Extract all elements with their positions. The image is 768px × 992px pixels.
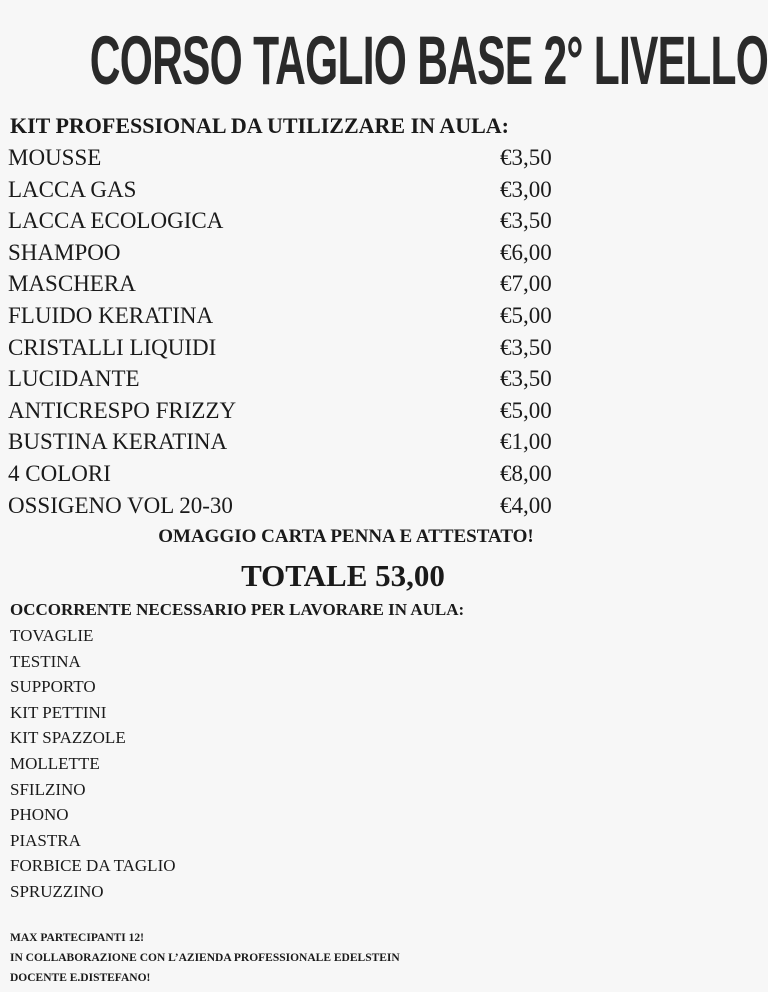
item-name: ANTICRESPO FRIZZY [8,397,237,423]
item-price: €5,00 [500,397,552,423]
price-row [8,174,608,206]
teacher-note: DOCENTE E.DISTEFANO! [10,972,151,984]
item-name: BUSTINA KERATINA [8,429,228,455]
item-price: €3,50 [500,334,552,360]
kit-heading: KIT PROFESSIONAL DA UTILIZZARE IN AULA: [10,113,509,138]
list-item: KIT SPAZZOLE [10,728,126,748]
price-row [8,142,608,174]
kit-price-list [8,142,608,521]
list-item: TESTINA [10,651,81,671]
max-participants-note: MAX PARTECIPANTI 12! [10,932,144,944]
total-price: TOTALE 53,00 [241,558,445,593]
item-name: MOUSSE [8,145,102,170]
item-price: €5,00 [500,302,552,328]
collaboration-note: IN COLLABORAZIONE CON L’AZIENDA PROFESSIONALE EDELSTEIN [10,952,400,964]
item-name: CRISTALLI LIQUIDI [8,334,217,360]
price-row [8,395,608,427]
item-price: €7,00 [500,271,552,297]
price-row [8,300,608,332]
list-item: SPRUZZINO [10,881,104,901]
price-row [8,458,608,490]
item-price: €3,50 [500,208,552,234]
price-row [8,426,608,458]
item-price: €6,00 [500,239,552,265]
list-item: PIASTRA [10,830,81,850]
footer-notes [10,928,400,988]
price-row [8,205,608,237]
list-item: SUPPORTO [10,677,96,697]
needed-list [10,623,176,905]
item-name: OSSIGENO VOL 20-30 [8,492,233,518]
item-name: LACCA ECOLOGICA [8,208,224,234]
needed-heading: OCCORRENTE NECESSARIO PER LAVORARE IN AULA: [10,600,465,619]
item-price: €8,00 [500,460,552,486]
item-price: €3,50 [500,366,552,392]
item-price: €4,00 [500,492,552,518]
item-price: €3,00 [500,176,552,202]
price-row [8,363,608,395]
item-price: €3,50 [500,145,552,170]
list-item: TOVAGLIE [10,626,94,645]
list-item: MOLLETTE [10,753,100,773]
list-item: KIT PETTINI [10,702,107,722]
price-row [8,490,608,522]
price-row [8,268,608,300]
item-name: LUCIDANTE [8,366,140,392]
list-item: SFILZINO [10,779,86,799]
price-row [8,332,608,364]
item-price: €1,00 [500,429,552,455]
list-item: FORBICE DA TAGLIO [10,856,176,876]
price-row [8,237,608,269]
page-title: CORSO TAGLIO BASE 2° LIVELLO [89,21,768,99]
item-name: LACCA GAS [8,176,137,202]
list-item: PHONO [10,805,69,825]
item-name: MASCHERA [8,271,136,297]
item-name: 4 COLORI [8,460,111,486]
gift-note: OMAGGIO CARTA PENNA E ATTESTATO! [158,526,534,547]
item-name: SHAMPOO [8,239,121,265]
item-name: FLUIDO KERATINA [8,302,214,328]
